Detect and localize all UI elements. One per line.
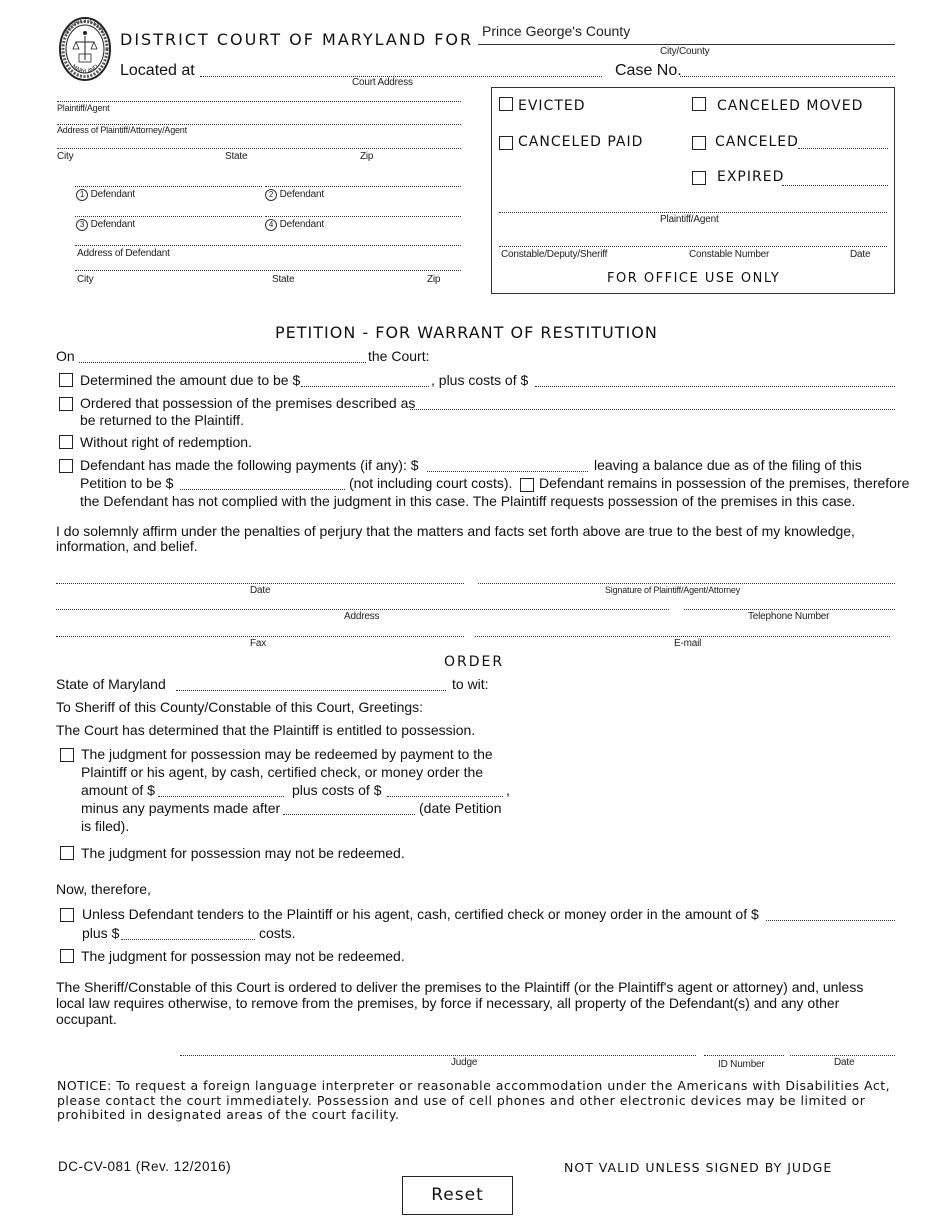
tender-amount-field[interactable] [766, 920, 895, 921]
not-redeemed-text-2: The judgment for possession may not be redeemed. [81, 948, 405, 964]
telephone-label: Telephone Number [748, 611, 830, 622]
case-no-field[interactable] [680, 76, 895, 77]
address-plaintiff-label: Address of Plaintiff/Attorney/Agent [57, 125, 187, 135]
office-use-box [491, 87, 895, 294]
state-county-field[interactable] [176, 690, 446, 691]
canceled-label: CANCELED [715, 134, 799, 150]
email-label: E-mail [674, 638, 702, 649]
defendant-4-field[interactable] [265, 216, 461, 217]
remains-text: Defendant remains in possession of the premises, therefore [539, 475, 910, 491]
signature-label: Signature of Plaintiff/Agent/Attorney [605, 585, 741, 595]
canceled-paid-label: CANCELED PAID [518, 134, 644, 150]
defendant-1-text: Defendant [90, 189, 135, 200]
located-at-label: Located at [120, 62, 195, 79]
id-number-label: ID Number [718, 1059, 765, 1070]
defendant-3-label [76, 219, 135, 231]
email-field[interactable] [475, 636, 890, 637]
remains-checkbox[interactable] [520, 478, 534, 492]
number-3-icon: 3 [76, 219, 88, 231]
judge-signature-field[interactable] [180, 1055, 696, 1056]
office-plaintiff-label: Plaintiff/Agent [660, 214, 719, 225]
canceled-moved-checkbox[interactable] [692, 97, 706, 111]
not-complied-text: the Defendant has not complied with the judgment in this case. The Plaintiff requests possession of the premises in this case. [80, 493, 856, 509]
defendant-2-field[interactable] [265, 186, 461, 187]
address-defendant-field[interactable] [75, 245, 461, 246]
not-redeemed-text-1: The judgment for possession may not be redeemed. [81, 845, 405, 861]
plaintiff-city-field[interactable] [57, 148, 461, 149]
plaintiff-field[interactable] [57, 101, 461, 102]
county-field[interactable]: Prince George's County [482, 23, 631, 39]
court-title: DISTRICT COURT OF MARYLAND FOR [120, 30, 474, 49]
redeem-costs-field[interactable] [387, 796, 503, 797]
canceled-moved-label: CANCELED MOVED [717, 98, 864, 114]
county-label: City/County [660, 46, 710, 57]
case-no-label: Case No. [615, 62, 682, 79]
balance-field[interactable] [180, 489, 345, 490]
signature-field[interactable] [478, 583, 895, 584]
affirm-text: I do solemnly affirm under the penalties of perjury that the matters and facts set forth above are true to the best of my knowledge, information, and belief. [56, 523, 855, 554]
redeemable-amount-label: amount of $ [81, 782, 155, 798]
zip-label: Zip [360, 151, 374, 162]
number-2-icon: 2 [265, 189, 277, 201]
balance-text: leaving a balance due as of the filing of this [594, 457, 862, 473]
unless-checkbox[interactable] [60, 908, 74, 922]
redeemable-line1: The judgment for possession may be redeemed by payment to the [81, 746, 493, 762]
petition-date-field[interactable] [56, 583, 464, 584]
petition-date-label: Date [250, 585, 271, 596]
payments-checkbox[interactable] [59, 459, 73, 473]
fax-label: Fax [250, 638, 267, 649]
judge-label: Judge [451, 1057, 478, 1068]
order-title: ORDER [444, 654, 505, 670]
defendant-city-label: City [77, 274, 94, 285]
defendant-2-label [265, 189, 324, 201]
costs-field[interactable] [535, 386, 895, 387]
unless-text: Unless Defendant tenders to the Plaintiff or his agent, cash, certified check or money order in the amount of $ [82, 906, 759, 922]
defendant-4-label [265, 219, 324, 231]
county-line [478, 44, 895, 45]
redeem-amount-field[interactable] [158, 796, 284, 797]
state-label: State [225, 151, 248, 162]
judge-id-field[interactable] [704, 1055, 784, 1056]
number-1-icon: 1 [76, 189, 88, 201]
seal-bottom-text: MARYLAND [70, 63, 100, 76]
fax-field[interactable] [56, 636, 464, 637]
plus-costs-text: , plus costs of $ [431, 372, 529, 388]
without-redemption-checkbox[interactable] [59, 435, 73, 449]
court-address-label: Court Address [352, 77, 413, 88]
not-redeemed-checkbox-1[interactable] [60, 846, 74, 860]
plaintiff-label: Plaintiff/Agent [57, 103, 110, 113]
petition-title: PETITION - FOR WARRANT OF RESTITUTION [275, 323, 658, 342]
not-redeemed-checkbox-2[interactable] [60, 949, 74, 963]
state-of-maryland-label: State of Maryland [56, 676, 166, 692]
office-use-only: FOR OFFICE USE ONLY [607, 271, 781, 286]
city-label: City [57, 151, 74, 162]
not-including-text: (not including court costs). [349, 475, 513, 491]
canceled-checkbox[interactable] [692, 136, 706, 150]
determined-text: Determined the amount due to be $ [80, 372, 301, 388]
returned-text: be returned to the Plaintiff. [80, 412, 244, 428]
plus-label: plus $ [82, 925, 120, 941]
not-valid-text: NOT VALID UNLESS SIGNED BY JUDGE [564, 1160, 833, 1175]
defendant-zip-label: Zip [427, 274, 441, 285]
constable-number-label: Constable Number [689, 249, 770, 260]
determined-checkbox[interactable] [59, 373, 73, 387]
redeemable-comma: , [506, 782, 510, 798]
amount-due-field[interactable] [301, 386, 429, 387]
constable-field[interactable] [499, 246, 887, 247]
sheriff-ordered-text: The Sheriff/Constable of this Court is ordered to deliver the premises to the Plaintiff (or the Plaintiff's agent or attorney) and, unless local law requires otherwise, to remove from the premises, by force if necessary, all property of the Defendant(s) and any other occupant. [56, 979, 864, 1027]
redeemable-costs-label: plus costs of $ [292, 782, 382, 798]
ordered-text: Ordered that possession of the premises described as [80, 395, 416, 411]
evicted-label: EVICTED [518, 98, 586, 114]
minus-payments-label: minus any payments made after [81, 800, 281, 816]
evicted-checkbox[interactable] [499, 97, 513, 111]
payments-text: Defendant has made the following payments (if any): $ [80, 457, 419, 473]
without-redemption-text: Without right of redemption. [80, 434, 252, 450]
defendant-3-text: Defendant [90, 219, 135, 230]
defendant-3-field[interactable] [75, 216, 262, 217]
defendant-1-field[interactable] [75, 186, 262, 187]
premises-field[interactable] [410, 409, 895, 410]
petitioner-address-label: Address [344, 611, 380, 622]
notice-text: NOTICE: To request a foreign language interpreter or reasonable accommodation under the Americans with Disabilities Act, please contact the court immediately. Possession and use of cell phones and other electronic devices may be limited or prohibited in designated areas of the court facility. [57, 1078, 891, 1122]
constable-label: Constable/Deputy/Sheriff [501, 249, 608, 260]
costs-label: costs. [259, 925, 296, 941]
defendant-1-label [76, 189, 135, 201]
the-court-label: the Court: [368, 348, 430, 364]
ordered-checkbox[interactable] [59, 397, 73, 411]
judge-date-field[interactable] [790, 1055, 895, 1056]
defendant-city-field[interactable] [75, 270, 461, 271]
now-therefore-text: Now, therefore, [56, 881, 151, 897]
canceled-date-field[interactable] [798, 148, 888, 149]
on-label: On [56, 348, 75, 364]
on-date-field[interactable] [79, 362, 366, 363]
petitioner-address-field[interactable] [56, 609, 669, 610]
expired-date-field[interactable] [782, 185, 888, 186]
petition-to-be-text: Petition to be $ [80, 475, 174, 491]
reset-button[interactable]: Reset [402, 1176, 513, 1215]
tender-costs-field[interactable] [121, 939, 255, 940]
to-wit-label: to wit: [452, 676, 489, 692]
redeemable-line2: Plaintiff or his agent, by cash, certified check, or money order the [81, 764, 484, 780]
court-seal [58, 16, 112, 82]
office-date-label: Date [850, 249, 871, 260]
defendant-2-text: Defendant [279, 189, 324, 200]
judge-date-label: Date [834, 1057, 855, 1068]
expired-label: EXPIRED [717, 169, 785, 185]
number-4-icon: 4 [265, 219, 277, 231]
payments-field[interactable] [427, 471, 588, 472]
is-filed-label: is filed). [81, 818, 130, 834]
canceled-paid-checkbox[interactable] [499, 136, 513, 150]
address-defendant-label: Address of Defendant [77, 248, 170, 259]
court-determined-text: The Court has determined that the Plaintiff is entitled to possession. [56, 722, 476, 738]
form-number: DC-CV-081 (Rev. 12/2016) [58, 1159, 232, 1174]
telephone-field[interactable] [684, 609, 895, 610]
seal-top-text: DISTRICT COURT [63, 17, 107, 36]
date-petition-label: (date Petition [419, 800, 502, 816]
office-plaintiff-field[interactable] [499, 212, 887, 213]
payments-after-date-field[interactable] [283, 814, 415, 815]
to-sheriff-text: To Sheriff of this County/Constable of this Court, Greetings: [56, 699, 424, 715]
defendant-4-text: Defendant [279, 219, 324, 230]
redeemable-checkbox[interactable] [60, 748, 74, 762]
expired-checkbox[interactable] [692, 171, 706, 185]
defendant-state-label: State [272, 274, 295, 285]
